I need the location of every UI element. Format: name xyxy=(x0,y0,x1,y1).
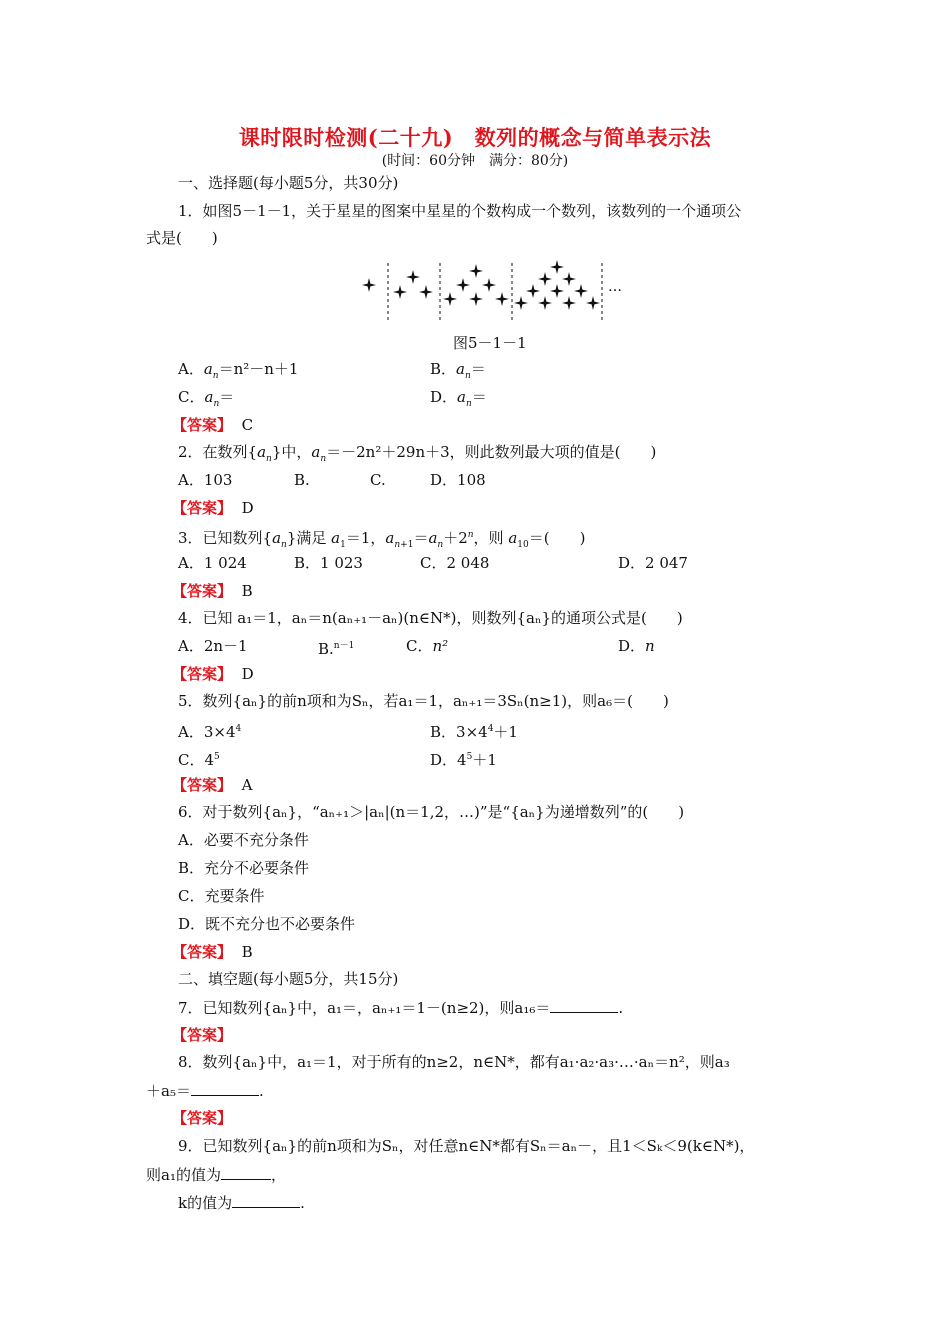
q9-stem-line2: 则a₁的值为 ， xyxy=(146,1166,286,1184)
star-icon xyxy=(574,284,588,298)
figure-ellipsis: … xyxy=(608,279,622,295)
section-choice-heading: 一、选择题(每小题5分，共30分) xyxy=(178,174,399,192)
q6-option-c: C．充要条件 xyxy=(178,887,265,905)
page-title: 课时限时检测(二十九) 数列的概念与简单表示法 xyxy=(238,125,712,150)
q1-figure-caption: 图5－1－1 xyxy=(453,334,527,352)
q1-option-b: B．$a_n=$ xyxy=(430,360,486,381)
star-icon xyxy=(469,292,483,306)
q8-stem-line1: 8．数列{aₙ}中，a₁＝1，对于所有的n≥2，n∈N*，都有a₁·a₂·a₃·…·aₙ＝n²，则a₃ xyxy=(178,1053,730,1071)
star-icon xyxy=(393,285,407,299)
q4-option-d: D．n xyxy=(618,637,655,655)
q7-stem: 7．已知数列{aₙ}中，a₁＝，aₙ₊₁＝1－(n≥2)，则a₁₆＝ . xyxy=(178,999,624,1017)
q4-option-b: B.$^{n-1}$ xyxy=(318,640,355,658)
q4-answer: 【答案】 D xyxy=(172,665,254,683)
q5-option-d: D．$4^5+1$ xyxy=(430,751,497,769)
q4-option-a: A．2n－1 xyxy=(178,637,248,655)
q6-answer: 【答案】 B xyxy=(172,943,253,961)
star-icon xyxy=(586,296,600,310)
star-icon xyxy=(406,270,420,284)
star-icon xyxy=(482,278,496,292)
q6-stem: 6．对于数列{aₙ}，“aₙ₊₁＞|aₙ|(n＝1,2，…)”是“{aₙ}为递增数列”的( ) xyxy=(178,803,685,821)
q4-stem: 4．已知 a₁＝1，aₙ＝n(aₙ₊₁－aₙ)(n∈N*)，则数列{aₙ}的通项公式是( ) xyxy=(178,609,683,627)
q5-option-b: B．$3\times 4^4+1$ xyxy=(430,723,518,741)
q2-stem: 2．在数列$\{a_n\}$中，$a_n=-2n^2+29n+3$，则此数列最大项的值是( ) xyxy=(178,443,657,464)
star-icon xyxy=(514,296,528,310)
q1-option-c: C．$a_n=$ xyxy=(178,388,235,409)
q9-a1-blank xyxy=(221,1165,271,1180)
star-icon xyxy=(526,284,540,298)
q5-answer: 【答案】 A xyxy=(172,776,253,794)
q2-answer: 【答案】 D xyxy=(172,499,254,517)
q3-stem: 3．已知数列$\{a_n\}$满足 $a_1=1$，$a_{n+1}=a_n+2^n$，则 $a_{10}=$( ) xyxy=(178,529,586,550)
star-icon xyxy=(362,278,376,292)
q7-answer-blank xyxy=(550,998,618,1013)
q1-answer: 【答案】 C xyxy=(172,416,254,434)
star-icon xyxy=(469,264,483,278)
star-icon xyxy=(495,292,509,306)
q6-option-b: B．充分不必要条件 xyxy=(178,859,310,877)
q8-answer-blank xyxy=(191,1081,259,1096)
star-icon xyxy=(538,296,552,310)
q1-stem-line2: 式是( ) xyxy=(146,229,218,247)
q9-stem-line1: 9．已知数列{aₙ}的前n项和为Sₙ，对任意n∈N*都有Sₙ＝aₙ－，且1＜Sₖ＜9(k∈N*)， xyxy=(178,1137,755,1155)
star-icon xyxy=(550,260,564,274)
q4-option-c: C．n² xyxy=(406,637,449,655)
star-icon xyxy=(562,272,576,286)
q1-stem-line1: 1．如图5－1－1，关于星星的图案中星星的个数构成一个数列，该数列的一个通项公 xyxy=(178,202,742,220)
q2-option-b: B. xyxy=(294,471,310,489)
star-icon xyxy=(550,284,564,298)
q1-option-d: D．$a_n=$ xyxy=(430,388,487,409)
q3-option-d: D．2 047 xyxy=(618,554,688,572)
q3-option-a: A．1 024 xyxy=(178,554,247,572)
q7-answer: 【答案】 xyxy=(172,1026,233,1044)
star-icon xyxy=(419,285,433,299)
q5-stem: 5．数列{aₙ}的前n项和为Sₙ，若a₁＝1，aₙ₊₁＝3Sₙ(n≥1)，则a₆＝( ) xyxy=(178,692,669,710)
q3-option-b: B．1 023 xyxy=(294,554,363,572)
q6-option-d: D．既不充分也不必要条件 xyxy=(178,915,356,933)
q2-option-a: A．103 xyxy=(178,471,233,489)
q8-stem-line2: ＋a₅＝ . xyxy=(146,1082,264,1100)
q9-stem-line3: k的值为 . xyxy=(178,1194,305,1212)
star-icon xyxy=(562,296,576,310)
star-pattern-figure xyxy=(352,255,632,327)
star-icon xyxy=(538,272,552,286)
q9-k-blank xyxy=(232,1193,300,1208)
section-fill-heading: 二、填空题(每小题5分，共15分) xyxy=(178,970,399,988)
q3-option-c: C．2 048 xyxy=(420,554,490,572)
q2-option-c: C. xyxy=(370,471,386,489)
q3-answer: 【答案】 B xyxy=(172,582,253,600)
page-subtitle: (时间：60分钟 满分：80分) xyxy=(381,153,569,169)
q8-answer: 【答案】 xyxy=(172,1109,233,1127)
q5-option-c: C．$4^5$ xyxy=(178,751,220,769)
q5-option-a: A．$3\times 4^4$ xyxy=(178,723,242,741)
q2-option-d: D．108 xyxy=(430,471,486,489)
star-icon xyxy=(443,292,457,306)
star-icon xyxy=(456,278,470,292)
q1-option-a: A．$a_n=n^2-n+1$ xyxy=(178,360,299,381)
q6-option-a: A．必要不充分条件 xyxy=(178,831,309,849)
